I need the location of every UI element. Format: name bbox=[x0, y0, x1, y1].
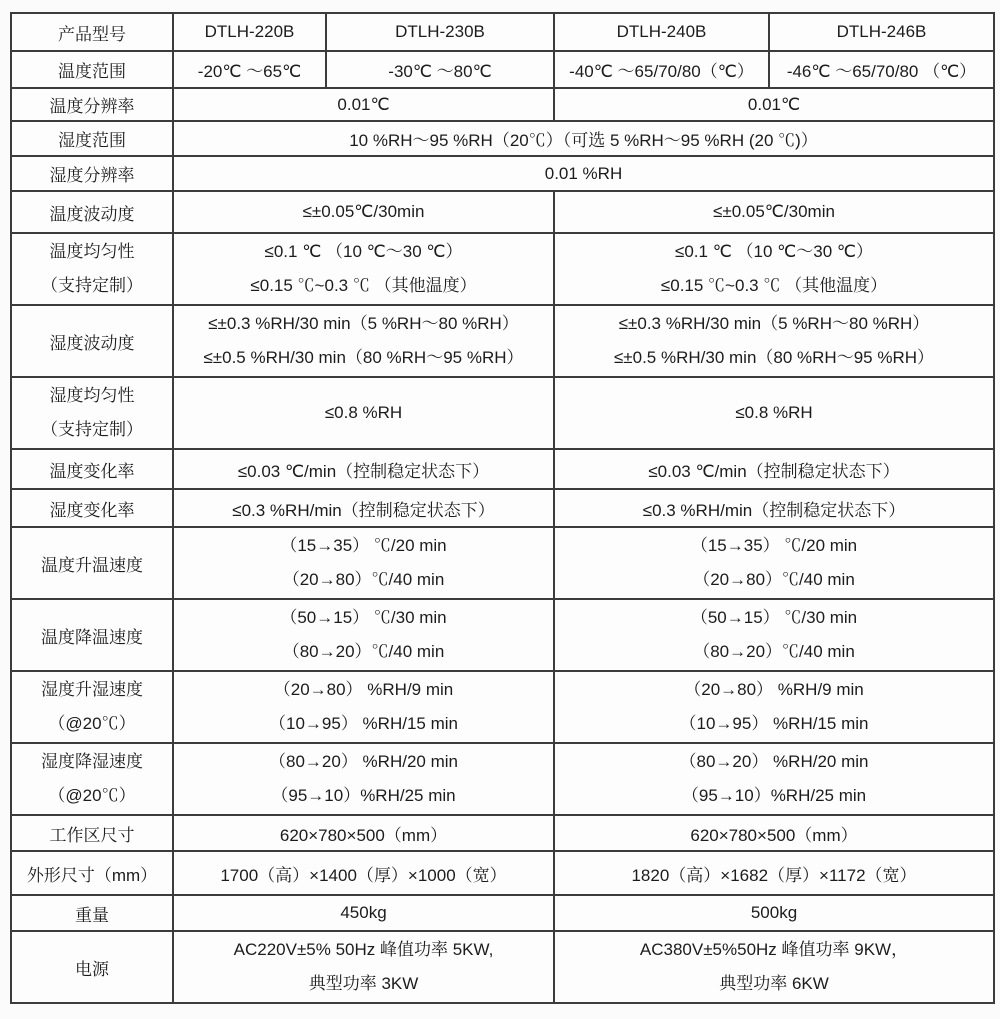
cell-temp-change-rate-left: ≤0.03 ℃/min（控制稳定状态下） bbox=[173, 449, 554, 489]
row-humidity-range bbox=[11, 121, 994, 156]
temp-uniformity-left-line2: ≤0.15 ℃~0.3 ℃ （其他温度） bbox=[250, 276, 477, 295]
label-humidity-resolution: 湿度分辨率 bbox=[11, 156, 173, 191]
cell-temp-range-220b: -20℃ ～65℃ bbox=[173, 51, 326, 88]
humidify-rate-right-line1: （20→80） %RH/9 min bbox=[684, 680, 864, 699]
label-weight: 重量 bbox=[11, 895, 173, 931]
label-dehumidify-rate bbox=[11, 743, 173, 815]
label-humidity-range: 湿度范围 bbox=[11, 121, 173, 156]
label-temp-change-rate: 温度变化率 bbox=[11, 449, 173, 489]
humidity-fluctuation-left-line1: ≤±0.3 %RH/30 min（5 %RH～80 %RH） bbox=[208, 314, 519, 333]
cell-external-size-left: 1700（高）×1400（厚）×1000（宽） bbox=[173, 851, 554, 895]
row-temp-resolution bbox=[11, 88, 994, 121]
cell-model-dtlh-220b: DTLH-220B bbox=[173, 13, 326, 51]
cell-temp-resolution-left: 0.01℃ bbox=[173, 88, 554, 121]
label-product-model: 产品型号 bbox=[11, 13, 173, 51]
dehumidify-rate-right-line1: （80→20） %RH/20 min bbox=[679, 752, 869, 771]
row-cooling-rate bbox=[11, 599, 994, 671]
humidify-rate-right-line2: （10→95） %RH/15 min bbox=[679, 714, 869, 733]
humidify-rate-left-line1: （20→80） %RH/9 min bbox=[273, 680, 454, 699]
cell-humidity-range: 10 %RH～95 %RH（20℃）（可选 5 %RH～95 %RH (20 ℃)） bbox=[173, 121, 994, 156]
row-humidify-rate bbox=[11, 671, 994, 743]
label-humidity-change-rate: 湿度变化率 bbox=[11, 489, 173, 527]
label-humidity-fluctuation: 湿度波动度 bbox=[11, 305, 173, 377]
cell-temp-range-240b: -40℃ ～65/70/80（℃） bbox=[554, 51, 769, 88]
cooling-rate-left-line1: （50→15） ℃/30 min bbox=[280, 608, 447, 627]
dehumidify-rate-right-line2: （95→10）%RH/25 min bbox=[681, 786, 867, 805]
row-product-model bbox=[11, 13, 994, 51]
cell-weight-left: 450kg bbox=[173, 895, 554, 931]
cell-humidity-change-rate-right: ≤0.3 %RH/min（控制稳定状态下） bbox=[554, 489, 994, 527]
cell-temp-change-rate-right: ≤0.03 ℃/min（控制稳定状态下） bbox=[554, 449, 994, 489]
cell-temp-range-246b: -46℃ ～65/70/80 （℃） bbox=[769, 51, 994, 88]
row-workspace-size bbox=[11, 815, 994, 851]
cell-temp-fluctuation-left: ≤±0.05℃/30min bbox=[173, 191, 554, 233]
cell-dehumidify-rate-left bbox=[173, 743, 554, 815]
cell-humidity-change-rate-left: ≤0.3 %RH/min（控制稳定状态下） bbox=[173, 489, 554, 527]
dehumidify-rate-left-line2: （95→10）%RH/25 min bbox=[271, 786, 456, 805]
humidity-fluctuation-left-line2: ≤±0.5 %RH/30 min（80 %RH～95 %RH） bbox=[203, 348, 524, 367]
label-humidity-uniformity bbox=[11, 377, 173, 449]
cell-temp-range-230b: -30℃ ～80℃ bbox=[326, 51, 554, 88]
row-humidity-change-rate bbox=[11, 489, 994, 527]
temp-uniformity-left-line1: ≤0.1 ℃ （10 ℃～30 ℃） bbox=[264, 242, 463, 261]
cell-temp-uniformity-right bbox=[554, 233, 994, 305]
cell-heating-rate-left bbox=[173, 527, 554, 599]
row-external-size bbox=[11, 851, 994, 895]
row-temp-change-rate bbox=[11, 449, 994, 489]
label-temp-uniformity-line1: 温度均匀性 bbox=[49, 242, 135, 261]
label-temp-fluctuation: 温度波动度 bbox=[11, 191, 173, 233]
power-left-line2: 典型功率 3KW bbox=[308, 974, 419, 993]
heating-rate-right-line2: （20→80）℃/40 min bbox=[693, 570, 855, 589]
cell-humidify-rate-right bbox=[554, 671, 994, 743]
cell-humidity-fluctuation-right bbox=[554, 305, 994, 377]
row-humidity-fluctuation bbox=[11, 305, 994, 377]
cell-power-right bbox=[554, 931, 994, 1003]
cell-workspace-size-right: 620×780×500（mm） bbox=[554, 815, 994, 851]
humidify-rate-left-line2: （10→95） %RH/15 min bbox=[269, 714, 458, 733]
cell-workspace-size-left: 620×780×500（mm） bbox=[173, 815, 554, 851]
cell-model-dtlh-240b: DTLH-240B bbox=[554, 13, 769, 51]
label-humidity-uniformity-line1: 湿度均匀性 bbox=[49, 386, 135, 405]
label-power: 电源 bbox=[11, 931, 173, 1003]
label-cooling-rate: 温度降温速度 bbox=[11, 599, 173, 671]
cell-cooling-rate-left bbox=[173, 599, 554, 671]
cell-humidify-rate-left bbox=[173, 671, 554, 743]
row-temp-range bbox=[11, 51, 994, 88]
cooling-rate-left-line2: （80→20）℃/40 min bbox=[282, 642, 445, 661]
row-temp-fluctuation bbox=[11, 191, 994, 233]
cell-power-left bbox=[173, 931, 554, 1003]
label-heating-rate: 温度升温速度 bbox=[11, 527, 173, 599]
cell-heating-rate-right bbox=[554, 527, 994, 599]
product-spec-table bbox=[10, 12, 995, 1004]
cell-model-dtlh-230b: DTLH-230B bbox=[326, 13, 554, 51]
dehumidify-rate-left-line1: （80→20） %RH/20 min bbox=[269, 752, 458, 771]
cell-temp-fluctuation-right: ≤±0.05℃/30min bbox=[554, 191, 994, 233]
cell-humidity-uniformity-left: ≤0.8 %RH bbox=[173, 377, 554, 449]
power-left-line1: AC220V±5% 50Hz 峰值功率 5KW, bbox=[233, 940, 494, 959]
temp-uniformity-right-line1: ≤0.1 ℃ （10 ℃～30 ℃） bbox=[675, 242, 873, 261]
temp-uniformity-right-line2: ≤0.15 ℃~0.3 ℃ （其他温度） bbox=[660, 276, 888, 295]
label-dehumidify-rate-line2: （@20℃） bbox=[48, 786, 136, 805]
row-temp-uniformity bbox=[11, 233, 994, 305]
cooling-rate-right-line2: （80→20）℃/40 min bbox=[693, 642, 855, 661]
label-workspace-size: 工作区尺寸 bbox=[11, 815, 173, 851]
humidity-fluctuation-right-line2: ≤±0.5 %RH/30 min（80 %RH～95 %RH） bbox=[613, 348, 935, 367]
row-power bbox=[11, 931, 994, 1003]
cell-temp-resolution-right: 0.01℃ bbox=[554, 88, 994, 121]
label-humidify-rate bbox=[11, 671, 173, 743]
label-temp-resolution: 温度分辨率 bbox=[11, 88, 173, 121]
row-heating-rate bbox=[11, 527, 994, 599]
label-humidity-uniformity-line2: （支持定制） bbox=[41, 420, 143, 439]
power-right-line2: 典型功率 6KW bbox=[719, 974, 829, 993]
heating-rate-left-line2: （20→80）℃/40 min bbox=[282, 570, 445, 589]
label-temp-range: 温度范围 bbox=[11, 51, 173, 88]
label-temp-uniformity-line2: （支持定制） bbox=[41, 276, 143, 295]
row-humidity-uniformity bbox=[11, 377, 994, 449]
heating-rate-right-line1: （15→35） ℃/20 min bbox=[690, 536, 858, 555]
cell-humidity-uniformity-right: ≤0.8 %RH bbox=[554, 377, 994, 449]
power-right-line1: AC380V±5%50Hz 峰值功率 9KW， bbox=[639, 940, 909, 959]
cell-dehumidify-rate-right bbox=[554, 743, 994, 815]
humidity-fluctuation-right-line1: ≤±0.3 %RH/30 min（5 %RH～80 %RH） bbox=[618, 314, 930, 333]
label-temp-uniformity bbox=[11, 233, 173, 305]
cell-external-size-right: 1820（高）×1682（厚）×1172（宽） bbox=[554, 851, 994, 895]
cell-humidity-resolution: 0.01 %RH bbox=[173, 156, 994, 191]
heating-rate-left-line1: （15→35） ℃/20 min bbox=[280, 536, 447, 555]
row-humidity-resolution bbox=[11, 156, 994, 191]
label-external-size: 外形尺寸（mm） bbox=[11, 851, 173, 895]
label-dehumidify-rate-line1: 湿度降湿速度 bbox=[41, 752, 143, 771]
row-dehumidify-rate bbox=[11, 743, 994, 815]
cell-weight-right: 500kg bbox=[554, 895, 994, 931]
cell-humidity-fluctuation-left bbox=[173, 305, 554, 377]
row-weight bbox=[11, 895, 994, 931]
cell-cooling-rate-right bbox=[554, 599, 994, 671]
cell-temp-uniformity-left bbox=[173, 233, 554, 305]
label-humidify-rate-line2: （@20℃） bbox=[48, 714, 136, 733]
label-humidify-rate-line1: 湿度升湿速度 bbox=[41, 680, 143, 699]
cooling-rate-right-line1: （50→15） ℃/30 min bbox=[690, 608, 858, 627]
cell-model-dtlh-246b: DTLH-246B bbox=[769, 13, 994, 51]
